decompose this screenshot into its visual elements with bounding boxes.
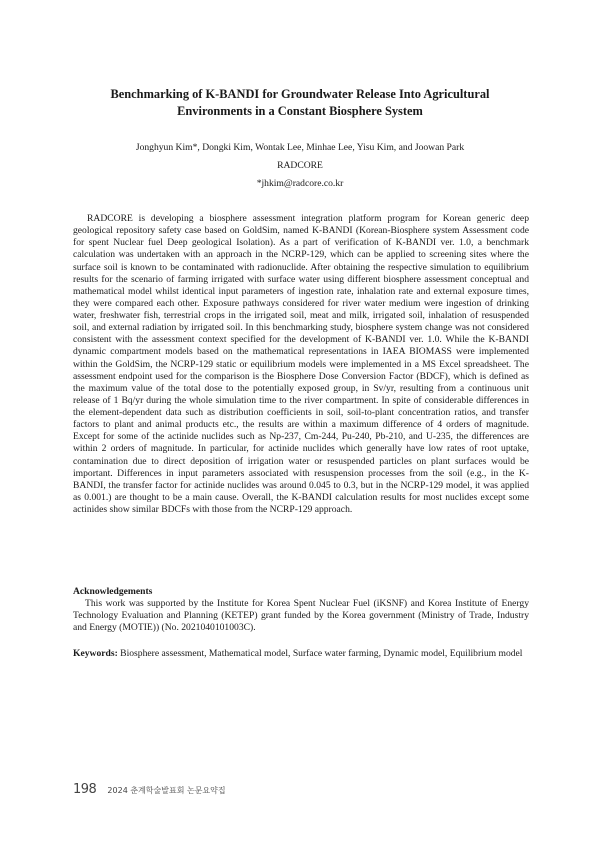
acknowledgements-heading: Acknowledgements (73, 586, 153, 597)
affiliation: RADCORE (277, 160, 323, 171)
title-line-1: Benchmarking of K-BANDI for Groundwater Release Into Agricultural (110, 87, 490, 101)
page-number: 198 (73, 782, 97, 797)
corresponding-email: *jhkim@radcore.co.kr (256, 178, 344, 189)
title-line-2: Environments in a Constant Biosphere System (177, 104, 423, 118)
keywords-list: Biosphere assessment, Mathematical model, Surface water farming, Dynamic model, Equilibrium model (120, 648, 523, 659)
abstract-body: RADCORE is developing a biosphere assessment integration platform program for Korean generic deep geological repository safety case based on GoldSim, named K-BANDI (Korean-Biosphere system Assessment code for spent Nuclear fuel Deep geological Isolation). As a part of verification of K-BANDI ver. 1.0, a benchmark calculation was undertaken with an approach in the NCRP-129, which can be applied to screening sites where the surface soil is known to be contaminated with radionuclide. After obtaining the respective simulation to equilibrium results for the scenario of farming irrigated with surface water using different biosphere assessment conceptual and mathematical model whilst identical input parameters of ingestion rate, inhalation rate and external exposure times, they were compared each other. Exposure pathways considered for river water medium were ingestion of drinking water, freshwater fish, terrestrial crops in the irrigated soil, meat and milk, irrigated soil, inhalation of resuspended soil, and external radiation by irrigated soil. In this benchmarking study, biosphere system change was not considered consistent with the assessment context specified for the development of K-BANDI ver. 1.0. While the K-BANDI dynamic compartment models based on the mathematical representations in IAEA BIOMASS were implemented within the GoldSim, the NCRP-129 static or equilibrium models were implemented in a MS Excel spreadsheet. The assessment endpoint used for the comparison is the Biosphere Dose Conversion Factor (BDCF), which is defined as the maximum value of the total dose to the potentially exposed group, in Sv/yr, resulting from a continuous unit release of 1 Bq/yr during the whole simulation time to the river compartment. In spite of considerable differences in the element-dependent data such as distribution coefficients in soil, soil-to-plant concentration ratios, and transfer factors to plant and animal products etc., the results are within a maximum difference of 4 orders of magnitude. Except for some of the actinide nuclides such as Np-237, Cm-244, Pu-240, Pb-210, and U-235, the differences are within 2 orders of magnitude. In particular, for actinide nuclides which generally have low rates of root uptake, contamination due to direct deposition of irrigation water or resuspended particles on plant surfaces would be important. Differences in input parameters associated with resuspension processes from the soil (e.g., in the K-BANDI, the transfer factor for actinide nuclides was around 0.045 to 0.3, but in the NCRP-129 model, it was applied as 0.001.) are thought to be a main cause. Overall, the K-BANDI calculation results for most nuclides except some actinides show similar BDCFs with those from the NCRP-129 approach. (73, 213, 529, 515)
paper-title (80, 86, 520, 120)
proceedings-title: 2024 춘계학술발표회 논문요약집 (107, 786, 226, 795)
keywords-label: Keywords: (73, 648, 118, 659)
page-footer (73, 778, 226, 797)
keywords-section (73, 648, 529, 661)
acknowledgements-body: This work was supported by the Institute for Korea Spent Nuclear Fuel (iKSNF) and Korea Institute of Energy Technology Evaluation and Planning (KETEP) grant funded by the Korea government (Ministry of Trade, Industry and Energy (MOTIE)) (No. 2021040101003C). (73, 598, 529, 634)
author-list: Jonghyun Kim*, Dongki Kim, Wontak Lee, Minhae Lee, Yisu Kim, and Joowan Park (135, 142, 465, 153)
